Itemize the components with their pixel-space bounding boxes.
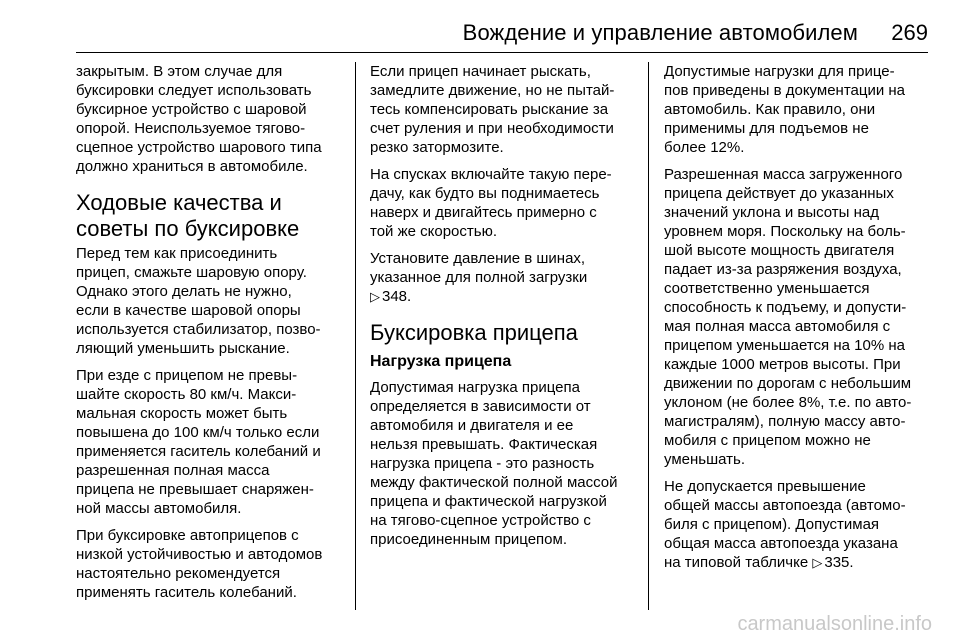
paragraph: Допустимые нагрузки для прице- пов приведены в документации на автомобиль. Как правило, они применимы для подъемов не более 12%.	[664, 63, 906, 156]
paragraph: закрытым. В этом случае для буксировки следует использовать буксирное устройство с шаровой опорой. Неиспользуемое тягово- сцепное устройство шарового типа должно храниться в автомобиле.	[76, 63, 322, 175]
column-2	[370, 62, 632, 549]
page-reference-link[interactable]: 348.	[382, 288, 412, 305]
watermark: carmanualsonline.info	[737, 613, 932, 635]
paragraph: Не допускается превышение общей массы автопоезда (автомо- биля с прицепом). Допустимая общая масса автопоезда указана на типовой табличке ▷ 335.	[664, 478, 906, 571]
column-3	[664, 62, 928, 572]
page-number: 269	[891, 20, 928, 45]
page-reference-link[interactable]: 335.	[824, 554, 854, 571]
subheading-trailer-load: Нагрузка прицепа	[370, 353, 512, 370]
section-heading-handling: Ходовые качества и советы по буксировке	[76, 190, 300, 241]
column-1	[76, 62, 346, 602]
header-divider	[76, 52, 928, 53]
paragraph: Перед тем как присоединить прицеп, смажьте шаровую опору. Однако этого делать не нужно, если в качестве шаровой опоры используется стабилизатор, позво- ляющий уменьшить рыскание.	[76, 245, 321, 357]
page-reference-icon: ▷	[370, 289, 380, 304]
paragraph: Если прицеп начинает рыскать, замедлите движение, но не пытай- тесь компенсировать рыскание за счет руления и при необходимости резко затормозите.	[370, 63, 615, 156]
page-reference-icon: ▷	[812, 555, 823, 570]
column-divider-2	[648, 62, 649, 610]
paragraph: При буксировке автоприцепов с низкой устойчивостью и автодомов настоятельно рекомендуется применять гаситель колебаний.	[76, 527, 323, 601]
paragraph: Разрешенная масса загруженного прицепа действует до указанных значений уклона и высоты над уровнем моря. Поскольку на боль- шой высоте мощность двигателя падает из-за разряжения воздуха, соответственно уменьшается способность к подъему, и допусти- мая полная масса автомобиля с прицепом уменьшается на 10% на каждые 1000 метров высоты. При движении по дорогам с небольшим уклоном (не более 8%, т.е. по авто- магистралям), полную массу авто- мобиля с прицепом можно не уменьшать.	[664, 166, 912, 468]
paragraph: Установите давление в шинах, указанное для полной загрузки ▷ 348.	[370, 250, 588, 305]
column-divider-1	[355, 62, 356, 610]
paragraph: На спусках включайте такую пере- дачу, как будто вы поднимаетесь наверх и двигайтесь примерно с той же скоростью.	[370, 166, 612, 240]
page-header	[0, 0, 960, 58]
page-title: Вождение и управление автомобилем	[462, 20, 858, 45]
paragraph: При езде с прицепом не превы- шайте скорость 80 км/ч. Макси- мальная скорость может быть повышена до 100 км/ч только если применяется гаситель колебаний и разрешенная полная масса прицепа не превышает снаряжен- ной массы автомобиля.	[76, 367, 321, 517]
paragraph: Допустимая нагрузка прицепа определяется в зависимости от автомобиля и двигателя и ее нельзя превышать. Фактическая нагрузка прицепа - это разность между фактической полной массой прицепа и фактической нагрузкой на тягово-сцепное устройство с присоединенным прицепом.	[370, 379, 618, 548]
section-heading-towing: Буксировка прицепа	[370, 320, 578, 345]
